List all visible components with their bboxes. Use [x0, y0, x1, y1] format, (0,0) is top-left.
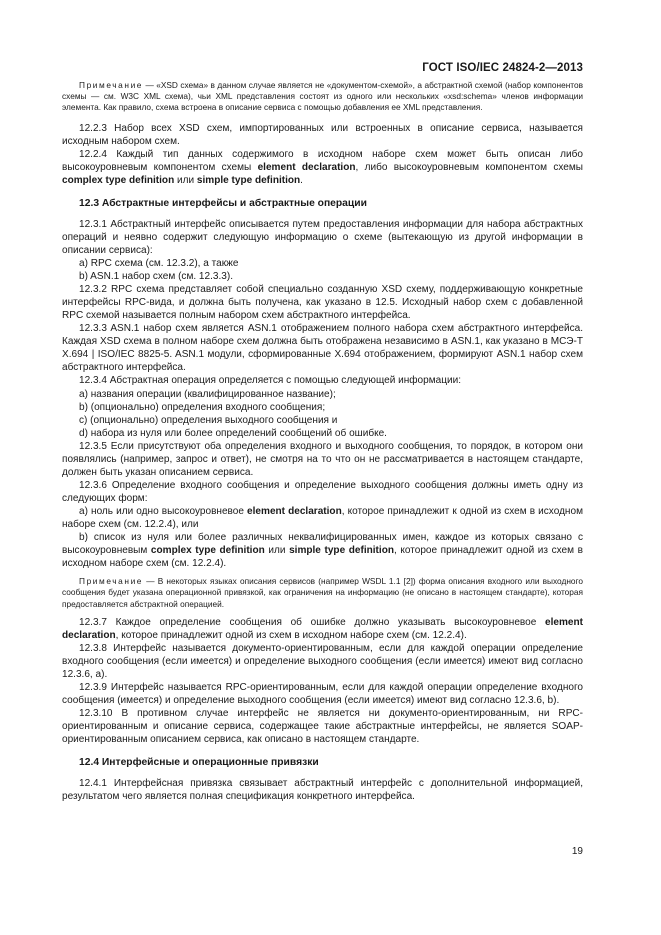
term-simple-type-definition: simple type definition: [289, 545, 394, 557]
term-element-declaration: element declaration: [247, 505, 342, 517]
standard-header: ГОСТ ISO/IEC 24824-2—2013: [422, 62, 583, 74]
paragraph-12-2-3: 12.2.3 Набор всех XSD схем, импортированных или встроенных в описание сервиса, называется исходным набором схем.: [62, 122, 583, 147]
term-complex-type-definition: complex type definition: [62, 174, 175, 186]
list-item: b) ASN.1 набор схем (см. 12.3.3).: [79, 271, 234, 283]
note-text: — В некоторых языках описания сервисов (например WSDL 1.1 [2]) форма описания входного или выходного сообщения будет указана операционной привязкой, как ограничения на информацию (не описано в настоящем стандарте), которая предоставляется абстрактной операцией.: [62, 576, 583, 609]
paragraph-12-2-4: 12.2.4 Каждый тип данных содержимого в исходном наборе схем может быть описан либо высокоуровневым компонентом схемы element declaration, либо высокоуровневым компонентом схемы complex type definition или simple type definition.: [62, 148, 583, 186]
list-item: a) ноль или одно высокоуровневое element declaration, которое принадлежит к одной из схем в исходном наборе схем (см. 12.2.4), или: [62, 505, 583, 530]
paragraph-12-3-10: 12.3.10 В противном случае интерфейс не является ни документо-ориентированным, ни RPC-ориентированным и описание сервиса, содержащее такие абстрактные интерфейсы, не является SOAP-ориентированным описанием сервиса, как описано в настоящем стандарте.: [62, 708, 583, 746]
note-wsdl: [62, 576, 583, 610]
page-number: 19: [571, 846, 583, 857]
note-label: Примечание: [79, 80, 144, 90]
paragraph-12-3-1: 12.3.1 Абстрактный интерфейс описывается путем предоставления информации для набора абстрактных операций и неявно содержит следующую информацию о схеме (вытекающую из другой информации в описании сервиса):: [62, 218, 583, 256]
section-heading-12-3: 12.3 Абстрактные интерфейсы и абстрактные операции: [79, 197, 367, 209]
note-xsd-schema: [62, 80, 583, 114]
list-item: d) набора из нуля или более определений сообщений об ошибке.: [79, 427, 387, 439]
note-text: — «XSD схема» в данном случае является не «документом-схемой», а абстрактной схемой (набор компонентов схемы — см. W3C XML схема), чьи XML представления состоят из одного или нескольких «xsd:schema» членов информации элемента. Как правило, схема встроена в описание сервиса с помощью добавления ее XML представления.: [62, 80, 583, 113]
list-item: b) (опционально) определения входного сообщения;: [79, 401, 326, 413]
term-complex-type-definition: complex type definition: [150, 545, 265, 557]
paragraph-12-3-4: 12.3.4 Абстрактная операция определяется с помощью следующей информации:: [79, 375, 461, 387]
paragraph-12-3-7: 12.3.7 Каждое определение сообщения об ошибке должно указывать высокоуровневое element declaration, которое принадлежит одной из схем в исходном наборе схем (см. 12.2.4).: [62, 616, 583, 641]
term-element-declaration: element declaration: [62, 616, 583, 641]
paragraph-12-3-5: 12.3.5 Если присутствуют оба определения входного и выходного сообщения, то порядок, в котором они появлялись (например, запрос и ответ), не смотря на то что он не рассматривается в настоящем стандарте, должен быть указан описанием сервиса.: [62, 440, 583, 478]
paragraph-12-3-9: 12.3.9 Интерфейс называется RPC-ориентированным, если для каждой операции определение входного сообщения (имеется) и определение выходного сообщения (если имеется) имеют вид согласно 12.3.6, b).: [62, 682, 583, 707]
note-label: Примечание: [79, 576, 144, 587]
paragraph-12-3-2: 12.3.2 RPC схема представляет собой специально созданную XSD схему, поддерживающую конкретные интерфейсы RPC-вида, и должна быть получена, как указано в 12.5. Исходный набор схем с добавленной RPC схемой называется полным набором схем абстрактного интерфейса.: [62, 284, 583, 322]
section-heading-12-4: 12.4 Интерфейсные и операционные привязки: [79, 757, 319, 769]
paragraph-12-3-6: 12.3.6 Определение входного сообщения и определение выходного сообщения должны иметь одну из следующих форм:: [62, 479, 583, 504]
term-simple-type-definition: simple type definition: [196, 174, 301, 186]
list-item: c) (опционально) определения выходного сообщения и: [79, 414, 338, 426]
paragraph-12-3-8: 12.3.8 Интерфейс называется документо-ориентированным, если для каждой операции определение входного сообщения (если имеется) и определение выходного сообщения (если имеется) имеют вид согласно 12.3.6, a).: [62, 642, 583, 680]
list-item: b) список из нуля или более различных неквалифицированных имен, каждое из которых связано с высокоуровневым complex type definition или simple type definition, которое принадлежит одной из схем в исходном наборе схем (см. 12.2.4).: [62, 532, 583, 570]
paragraph-12-3-3: 12.3.3 ASN.1 набор схем является ASN.1 отображением полного набора схем абстрактного интерфейса. Каждая XSD схема в полном наборе схем должна быть отображена независимо в ASN.1, как указано в МСЭ-Т X.694 | ISO/IEC 8825-5. ASN.1 модули, сформированные X.694 отображением, формируют ASN.1 набор схем абстрактного интерфейса.: [62, 323, 583, 374]
list-item: a) названия операции (квалифицированное название);: [79, 388, 336, 400]
term-element-declaration: element declaration: [257, 161, 356, 173]
list-item: a) RPC схема (см. 12.3.2), а также: [79, 258, 239, 270]
paragraph-12-4-1: 12.4.1 Интерфейсная привязка связывает абстрактный интерфейс с дополнительной информацией, результатом чего является полная спецификация конкретного интерфейса.: [62, 778, 583, 803]
document-body: [62, 80, 583, 803]
